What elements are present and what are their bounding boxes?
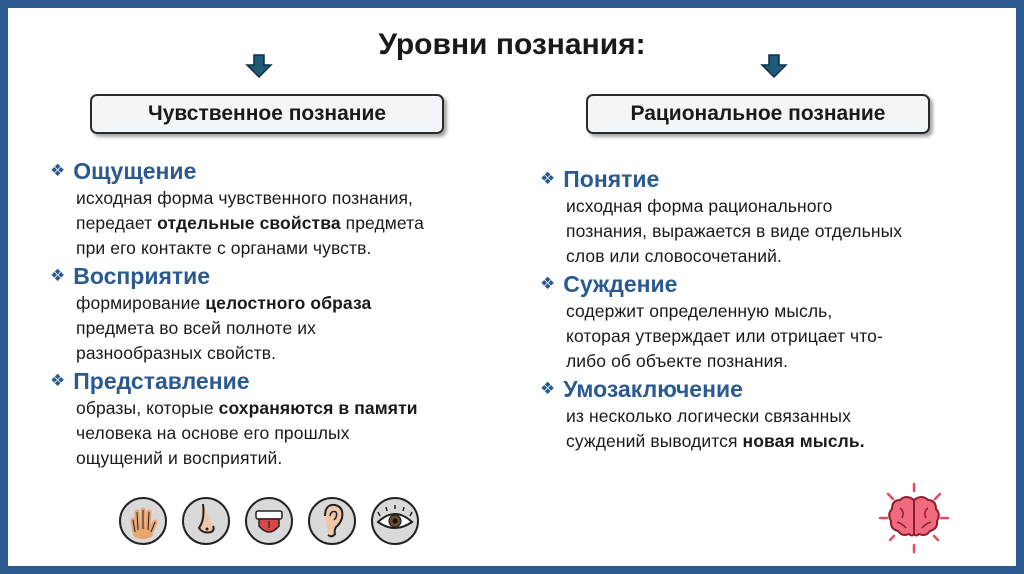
definition-line [566, 244, 1010, 269]
eye-icon [370, 496, 420, 546]
tongue-icon [244, 496, 294, 546]
term-heading [540, 374, 1010, 404]
definition-text: либо об объекте познания. [566, 351, 789, 371]
definition-line [76, 446, 520, 471]
diamond-bullet-icon: ❖ [540, 169, 556, 188]
term-heading [540, 269, 1010, 299]
definition-text: образы, которые [76, 398, 219, 418]
emphasis-text: целостного образа [205, 293, 372, 313]
definition-line [76, 236, 520, 261]
term-definition [76, 186, 520, 261]
down-arrow-icon-right [760, 54, 788, 78]
term-heading [540, 164, 1010, 194]
diamond-bullet-icon: ❖ [50, 371, 66, 390]
definition-line [566, 404, 1010, 429]
definition-line [566, 349, 1010, 374]
definition-text: человека на основе его прошлых [76, 423, 350, 443]
definition-text: разнообразных свойств. [76, 343, 277, 363]
definition-line [76, 211, 520, 236]
definition-text: содержит определенную мысль, [566, 301, 833, 321]
definition-line [76, 341, 520, 366]
down-arrow-icon-left [245, 54, 273, 78]
rational-list [540, 164, 1010, 454]
definition-line [76, 186, 520, 211]
definition-text: познания, выражается в виде отдельных [566, 221, 903, 241]
definition-line [76, 396, 520, 421]
definition-text: предмета [340, 213, 424, 233]
definition-text: слов или словосочетаний. [566, 246, 782, 266]
ear-icon [307, 496, 357, 546]
definition-text: формирование [76, 293, 206, 313]
sensory-list [50, 156, 520, 471]
term-label: Суждение [563, 270, 678, 297]
definition-text: ощущений и восприятий. [76, 448, 283, 468]
hand-icon [118, 496, 168, 546]
rational-cognition-box: Рациональное познание [586, 94, 930, 134]
term-definition [566, 194, 1010, 269]
sensory-cognition-box: Чувственное познание [90, 94, 444, 134]
senses-icons [118, 496, 420, 546]
definition-text: которая утверждает или отрицает что- [566, 326, 883, 346]
emphasis-text: новая мысль. [742, 431, 865, 451]
term-definition [566, 299, 1010, 374]
definition-line [566, 429, 1010, 454]
definition-text: передает [76, 213, 158, 233]
slide [8, 8, 1016, 566]
term-label: Умозаключение [563, 375, 743, 402]
emphasis-text: отдельные свойства [157, 213, 341, 233]
term-definition [76, 396, 520, 471]
term-heading [50, 156, 520, 186]
term-definition [76, 291, 520, 366]
term-label: Представление [73, 367, 250, 394]
definition-line [566, 324, 1010, 349]
definition-line [566, 194, 1010, 219]
definition-text: исходная форма рационального [566, 196, 833, 216]
definition-line [76, 421, 520, 446]
definition-text: из несколько логически связанных [566, 406, 851, 426]
emphasis-text: сохраняются в памяти [218, 398, 418, 418]
term-label: Понятие [563, 165, 660, 192]
term-label: Ощущение [73, 157, 197, 184]
slide-title: Уровни познания: [378, 28, 646, 61]
term-definition [566, 404, 1010, 454]
nose-icon [181, 496, 231, 546]
diamond-bullet-icon: ❖ [50, 266, 66, 285]
term-heading [50, 261, 520, 291]
term-label: Восприятие [73, 262, 211, 289]
definition-text: предмета во всей полноте их [76, 318, 316, 338]
diamond-bullet-icon: ❖ [50, 161, 66, 180]
definition-line [76, 291, 520, 316]
brain-icon [878, 482, 950, 554]
definition-text: суждений выводится [566, 431, 743, 451]
definition-text: исходная форма чувственного познания, [76, 188, 413, 208]
definition-line [566, 219, 1010, 244]
term-heading [50, 366, 520, 396]
definition-line [76, 316, 520, 341]
diamond-bullet-icon: ❖ [540, 379, 556, 398]
diamond-bullet-icon: ❖ [540, 274, 556, 293]
definition-line [566, 299, 1010, 324]
definition-text: при его контакте с органами чувств. [76, 238, 372, 258]
